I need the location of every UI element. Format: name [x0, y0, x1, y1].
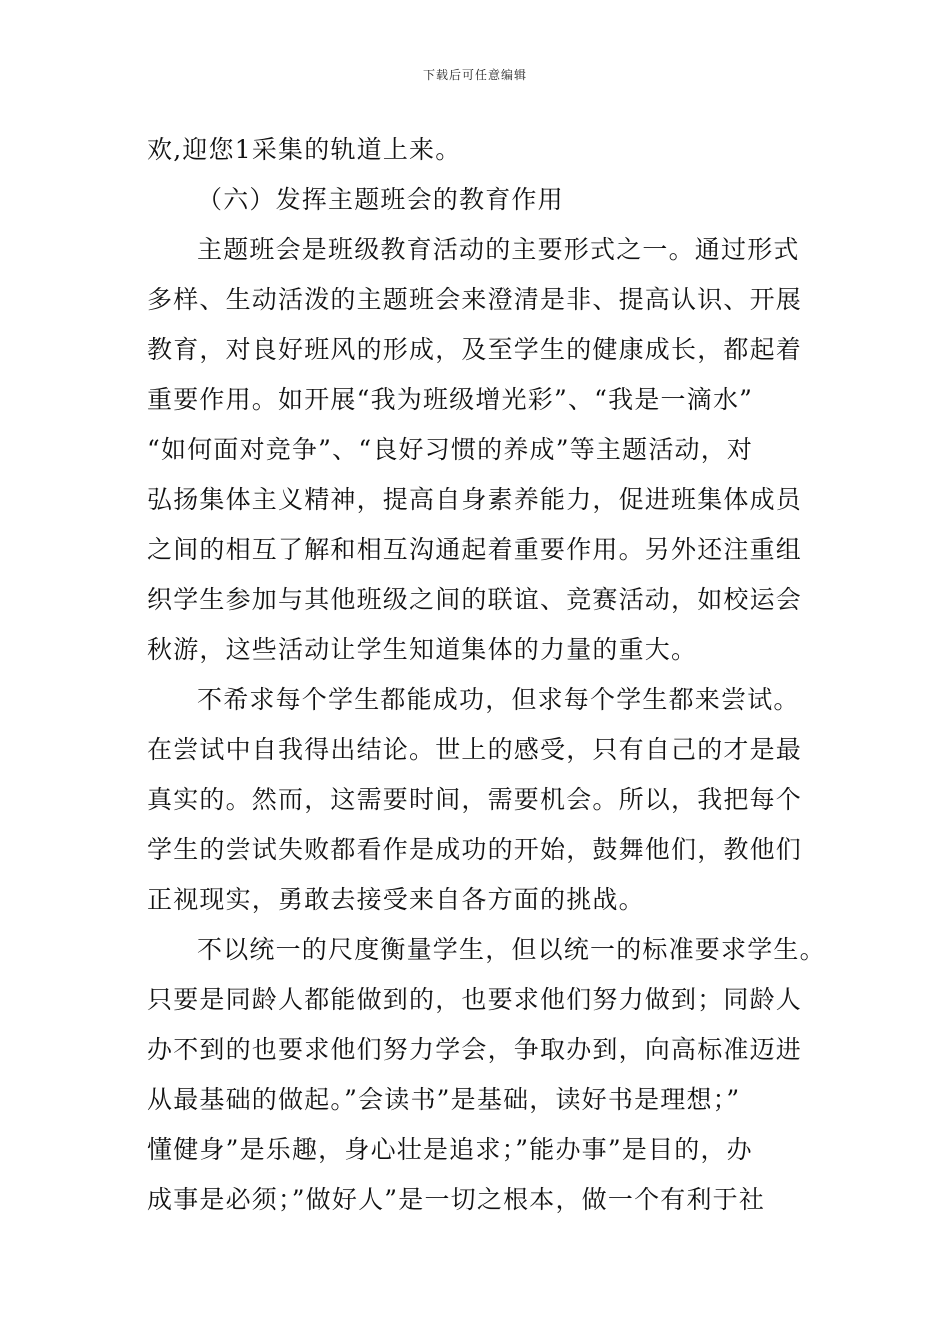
body-line: 成事是必须；”做好人”是一切之根本，做一个有利于社: [147, 1185, 766, 1214]
body-line: 从最基础的做起。”会读书”是基础，读好书是理想；”: [147, 1085, 741, 1114]
body-line: 懂健身”是乐趣，身心壮是追求；”能办事”是目的，办: [147, 1135, 753, 1164]
body-line: 学生的尝试失败都看作是成功的开始，鼓舞他们，教他们: [147, 835, 803, 864]
paragraph-first-line: 主题班会是班级教育活动的主要形式之一。通过形式: [197, 235, 800, 264]
body-line: “如何面对竞争”、“良好习惯的养成”等主题活动，对: [147, 435, 754, 464]
paragraph-first-line: 不以统一的尺度衡量学生，但以统一的标准要求学生。: [197, 935, 826, 964]
body-line: 欢,迎您1采集的轨道上来。: [147, 135, 462, 164]
section-heading: （六）发挥主题班会的教育作用: [197, 185, 564, 214]
body-line: 秋游，这些活动让学生知道集体的力量的重大。: [147, 635, 698, 664]
page-header: 下载后可任意编辑: [422, 68, 527, 82]
body-line: 办不到的也要求他们努力学会，争取办到，向高标准迈进: [147, 1035, 803, 1064]
body-line: 在尝试中自我得出结论。世上的感受，只有自己的才是最: [147, 735, 803, 764]
body-line: 教育，对良好班风的形成，及至学生的健康成长，都起着: [147, 335, 803, 364]
body-line: 之间的相互了解和相互沟通起着重要作用。另外还注重组: [147, 535, 803, 564]
body-line: 弘扬集体主义精神，提高自身素养能力，促进班集体成员: [147, 485, 803, 514]
body-line: 重要作用。如开展“我为班级增光彩”、“我是一滴水”: [147, 385, 754, 414]
body-line: 正视现实，勇敢去接受来自各方面的挑战。: [147, 885, 645, 914]
paragraph-first-line: 不希求每个学生都能成功，但求每个学生都来尝试。: [197, 685, 800, 714]
body-line: 真实的。然而，这需要时间，需要机会。所以，我把每个: [147, 785, 803, 814]
body-line: 织学生参加与其他班级之间的联谊、竞赛活动，如校运会: [147, 585, 803, 614]
body-line: 只要是同龄人都能做到的，也要求他们努力做到；同龄人: [147, 985, 803, 1014]
body-line: 多样、生动活泼的主题班会来澄清是非、提高认识、开展: [147, 285, 803, 314]
